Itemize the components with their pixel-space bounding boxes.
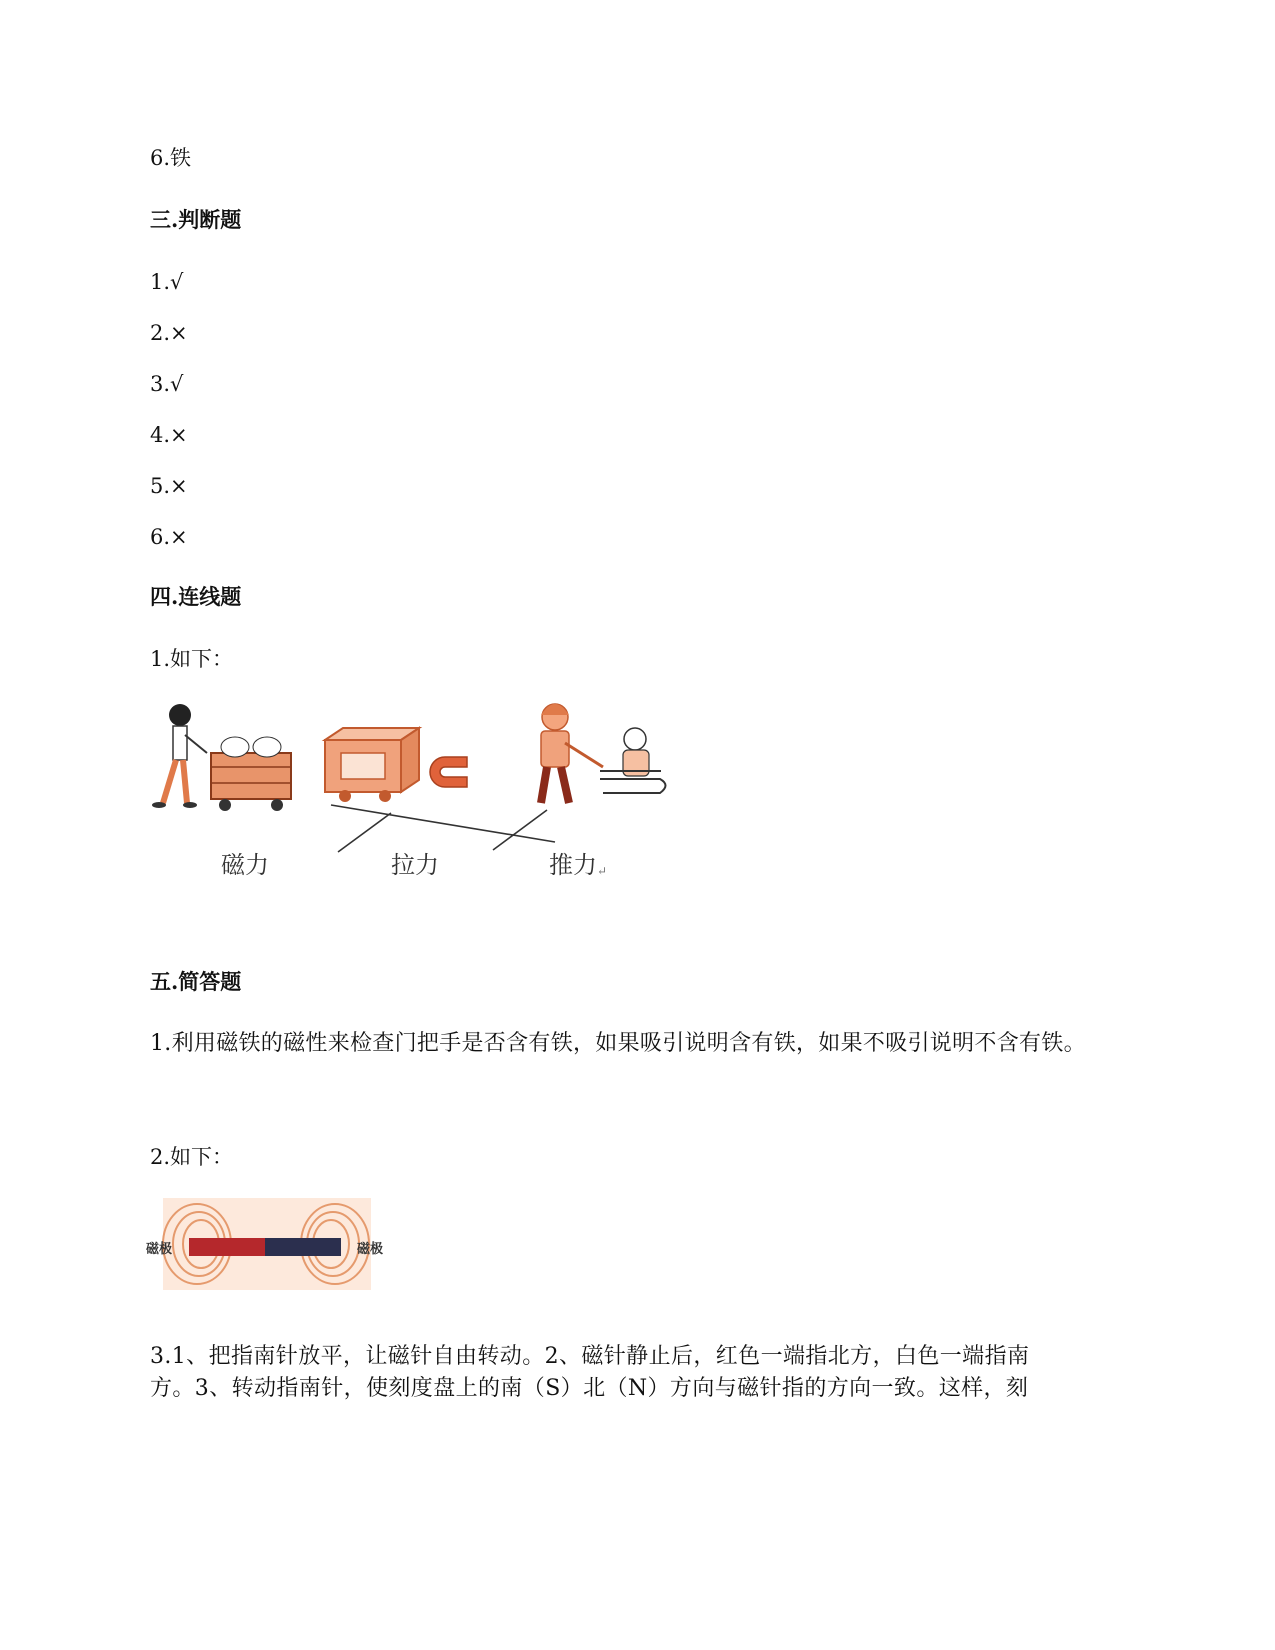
bar-magnet-figure [145, 1198, 390, 1290]
magnet-red-half [189, 1238, 265, 1256]
item-text: 2.如下： [150, 1145, 234, 1169]
match-line [338, 813, 391, 852]
judgment-answer: 5.× [150, 474, 188, 498]
section-heading: 五.简答题 [150, 969, 242, 994]
short-answer-1: 1.利用磁铁的磁性来检查门把手是否含有铁，如果吸引说明含有铁，如果不吸引说明不含有铁。 [150, 1031, 1086, 1056]
match-line [493, 810, 547, 850]
boy-pushing-cart-illustration [152, 704, 291, 811]
magnet-pole-label: 磁极 [146, 1242, 173, 1257]
magnet-pole-label: 磁极 [357, 1242, 384, 1257]
short-answer-3-line: 3.1、把指南针放平，让磁针自由转动。2、磁针静止后，红色一端指北方，白色一端指南 [150, 1344, 1030, 1369]
judgment-answer: 4.× [150, 423, 188, 447]
judgment-answer: 2.× [150, 321, 188, 345]
short-answer-3-line: 方。3、转动指南针，使刻度盘上的南（S）北（N）方向与磁针指的方向一致。这样，刻 [150, 1376, 1029, 1401]
magnet-cart-illustration [325, 728, 467, 802]
item-text: 1.如下： [150, 647, 234, 671]
match-line [331, 805, 555, 842]
paragraph-mark: ↵ [597, 864, 608, 878]
judgment-answer: 6.× [150, 525, 188, 549]
matching-figure [145, 695, 675, 895]
section-heading: 三.判断题 [150, 207, 242, 232]
child-pulling-sled-illustration [541, 704, 666, 803]
answer-text: 6.铁 [150, 146, 192, 170]
magnet-blue-half [265, 1238, 341, 1256]
figure-label: 磁力 [221, 851, 269, 879]
section-heading: 四.连线题 [150, 584, 242, 609]
judgment-answer: 1.√ [150, 270, 184, 294]
figure-label: 拉力 [391, 851, 439, 879]
figure-label: 推力 [549, 851, 597, 879]
judgment-answer: 3.√ [150, 372, 184, 396]
